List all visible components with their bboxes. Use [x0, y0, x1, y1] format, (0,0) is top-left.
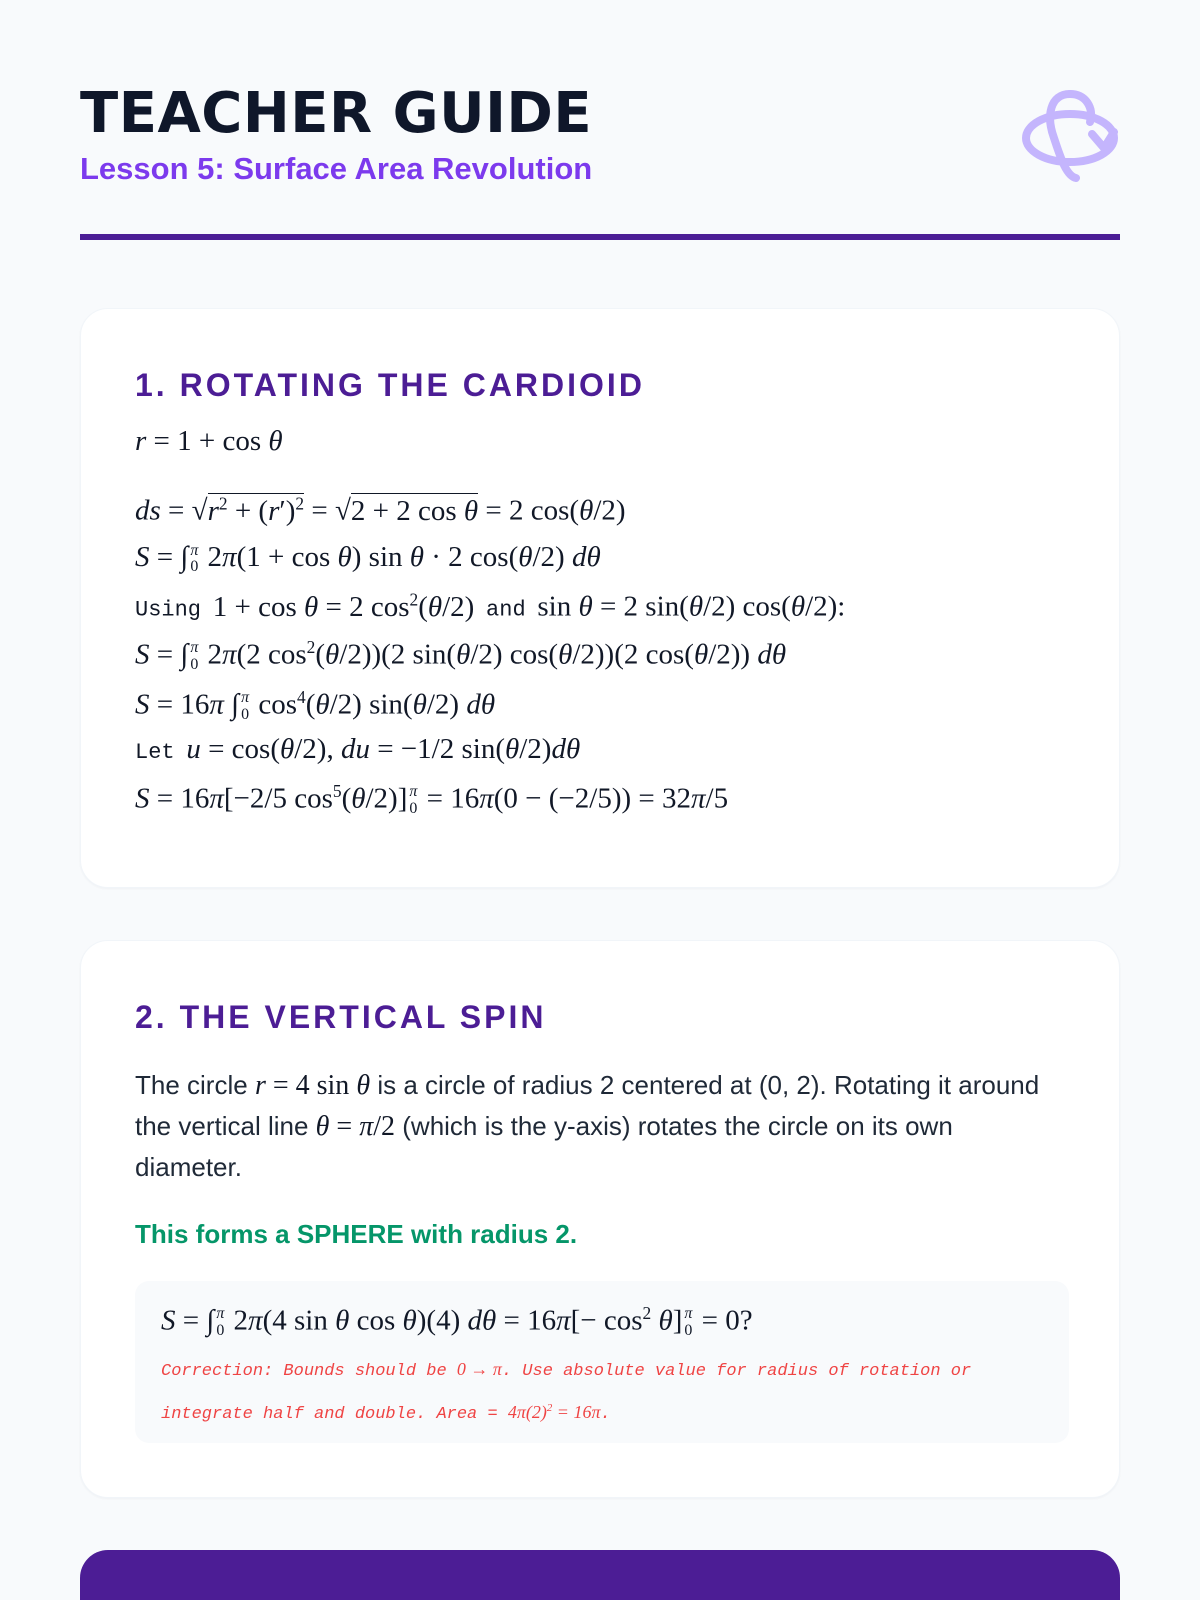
- equation-arc-length: ds = $√r^2 + (r')^2 = √2 + 2$ cos θ = 2 cos(θ/2): [135, 493, 626, 527]
- correction-text-2: . Use absolute value for radius of rotation or integrate half and double. Area =: [161, 1362, 972, 1424]
- page-header: [80, 82, 1120, 242]
- calculation-box: [135, 1281, 1069, 1443]
- lesson-subtitle: Lesson 5: Surface Area Revolution: [80, 151, 593, 186]
- identity-note: Using 1 + cos θ = 2 $\cos^2(\theta/2)$ and sin θ = 2 sin(θ/2) cos(θ/2):: [135, 589, 846, 623]
- correction-text-1: Correction: Bounds should be: [161, 1362, 447, 1381]
- correction-text-3: .: [600, 1405, 611, 1424]
- section-heading: 1. ROTATING THE CARDIOID: [135, 367, 645, 403]
- equation-result: S = 16π[−2/5 $\cos^5(\theta/2)$] π 0 = 16π(0 − (−2/5)) = 32π/5: [135, 781, 729, 817]
- section-card-vertical-spin: [80, 940, 1120, 1498]
- para-text-2: is a circle of radius 2 centered at (0, 2). Rotating it around the vertical line: [135, 1070, 1040, 1141]
- and-label: and: [486, 597, 526, 623]
- footer-banner: [80, 1550, 1120, 1600]
- equation-surface-integral: S = ∫ π 0 2π(1 + cos θ) sin θ · 2 cos(θ/2) dθ: [135, 541, 601, 576]
- sphere-highlight: This forms a SPHERE with radius 2.: [135, 1219, 578, 1249]
- equation-substituted: S = ∫ π 0 2π(2 $\cos^2(\theta/2))(2$ sin(θ/2) cos(θ/2))(2 cos(θ/2)) dθ: [135, 637, 787, 673]
- rotation-arrow-icon: [1020, 86, 1120, 186]
- correction-note: Correction: Bounds should be 0 → π. Use absolute value for radius of rotation or integrate half and double. Area = $4\pi(2)^2 = 16\pi$.: [161, 1359, 972, 1424]
- section-heading: 2. THE VERTICAL SPIN: [135, 999, 547, 1035]
- para-text-3: (which is the y-axis) rotates the circle on its own diameter.: [135, 1111, 953, 1182]
- equation-polar-curve: r = 1 + cos θ: [135, 425, 283, 457]
- header-divider: [80, 234, 1120, 240]
- substitution-note: Let u = cos(θ/2), du = −1/2 sin(θ/2)dθ: [135, 733, 581, 765]
- let-label: Let: [135, 740, 175, 765]
- section-card-cardioid: [80, 308, 1120, 888]
- equation-sphere-integral: S = ∫ π 0 2π(4 sin θ cos θ)(4) $d\theta = 16\pi[- \cos^2 \theta]$ π 0 = 0?: [161, 1303, 753, 1339]
- using-label: Using: [135, 597, 202, 623]
- para-text-1: The circle: [135, 1070, 248, 1100]
- equation-simplified: S = 16π ∫ π 0 $\cos^4(\theta/2)$ sin(θ/2) dθ: [135, 687, 496, 723]
- explanation-paragraph: The circle r = 4 sin θ is a circle of radius 2 centered at (0, 2). Rotating it around the vertical line θ = π/2 (which is the y-axis) rotates the circle on its own diameter.: [135, 1070, 1040, 1182]
- page-title: TEACHER GUIDE: [80, 81, 593, 146]
